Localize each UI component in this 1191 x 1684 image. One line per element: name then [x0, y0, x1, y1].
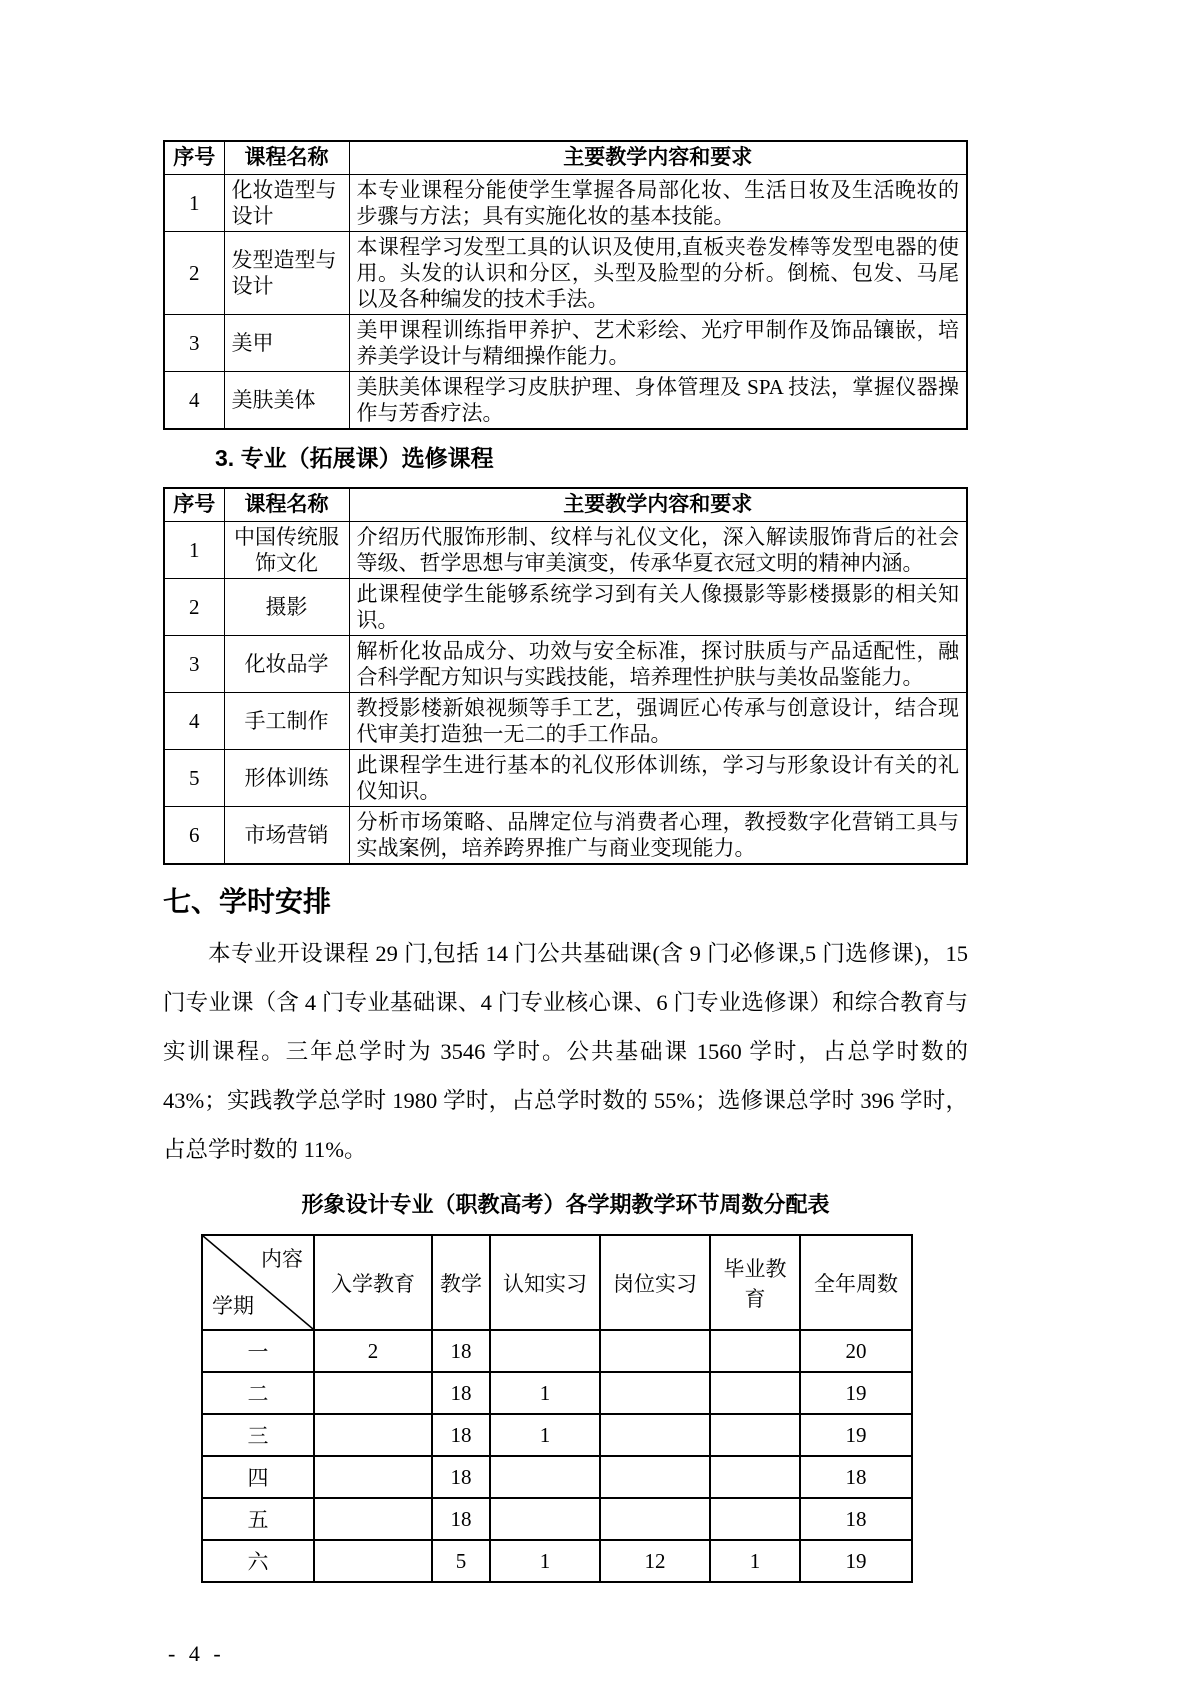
chapter-heading-hours: 七、学时安排 [163, 886, 332, 917]
cell-value [490, 1456, 600, 1498]
table-row [164, 232, 967, 315]
course-content: 本课程学习发型工具的认识及使用,直板夹卷发棒等发型电器的使用。头发的认识和分区，头型及脸型的分析。倒梳、包发、马尾以及各种编发的技术手法。 [349, 232, 967, 315]
cell-value [314, 1414, 432, 1456]
course-content: 介绍历代服饰形制、纹样与礼仪文化，深入解读服饰背后的社会等级、哲学思想与审美演变，传承华夏衣冠文明的精神内涵。 [349, 522, 967, 579]
schedule-header-row [202, 1235, 912, 1330]
header-course-content: 主要教学内容和要求 [349, 141, 967, 175]
course-content: 解析化妆品成分、功效与安全标准，探讨肤质与产品适配性，融合科学配方知识与实践技能，培养理性护肤与美妆品鉴能力。 [349, 636, 967, 693]
header-post-practice: 岗位实习 [600, 1235, 710, 1330]
cell-value: 18 [432, 1330, 490, 1372]
course-number: 5 [164, 750, 224, 807]
table-row [164, 175, 967, 232]
course-name: 手工制作 [224, 693, 349, 750]
course-number: 3 [164, 636, 224, 693]
table-row [164, 693, 967, 750]
cell-value [314, 1372, 432, 1414]
course-number: 2 [164, 232, 224, 315]
cell-value [490, 1330, 600, 1372]
course-name: 摄影 [224, 579, 349, 636]
course-number: 6 [164, 807, 224, 865]
course-name: 发型造型与设计 [224, 232, 349, 315]
schedule-table-title: 形象设计专业（职教高考）各学期教学环节周数分配表 [301, 1192, 830, 1217]
course-name: 美甲 [224, 315, 349, 372]
cell-value: 18 [432, 1414, 490, 1456]
header-total-weeks: 全年周数 [800, 1235, 912, 1330]
cell-value: 1 [490, 1414, 600, 1456]
cell-value [600, 1456, 710, 1498]
schedule-row [202, 1372, 912, 1414]
cell-value [600, 1498, 710, 1540]
cell-value [490, 1498, 600, 1540]
cell-value: 1 [710, 1540, 800, 1582]
header-teaching: 教学 [432, 1235, 490, 1330]
cell-value: 19 [800, 1414, 912, 1456]
header-course-name: 课程名称 [224, 141, 349, 175]
core-course-table [163, 140, 968, 430]
course-name: 市场营销 [224, 807, 349, 865]
course-number: 2 [164, 579, 224, 636]
semester-label: 五 [202, 1498, 314, 1540]
corner-label-content: 内容 [261, 1247, 303, 1271]
section-heading-elective-courses: 3. 专业（拓展课）选修课程 [215, 445, 494, 471]
course-content: 本专业课程分能使学生掌握各局部化妆、生活日妆及生活晚妆的步骤与方法；具有实施化妆的基本技能。 [349, 175, 967, 232]
cell-value [710, 1456, 800, 1498]
cell-value [600, 1414, 710, 1456]
course-name: 中国传统服饰文化 [224, 522, 349, 579]
table-row [164, 522, 967, 579]
schedule-row [202, 1414, 912, 1456]
cell-value: 1 [490, 1540, 600, 1582]
cell-value: 20 [800, 1330, 912, 1372]
cell-value: 18 [800, 1456, 912, 1498]
cell-value: 2 [314, 1330, 432, 1372]
header-enrollment-education: 入学教育 [314, 1235, 432, 1330]
cell-value: 19 [800, 1540, 912, 1582]
schedule-row [202, 1330, 912, 1372]
course-number: 4 [164, 372, 224, 430]
semester-label: 六 [202, 1540, 314, 1582]
course-number: 1 [164, 522, 224, 579]
elective-course-table [163, 487, 968, 865]
header-course-content: 主要教学内容和要求 [349, 488, 967, 522]
cell-value: 18 [432, 1498, 490, 1540]
course-number: 4 [164, 693, 224, 750]
cell-value: 12 [600, 1540, 710, 1582]
course-content: 美肤美体课程学习皮肤护理、身体管理及 SPA 技法，掌握仪器操作与芳香疗法。 [349, 372, 967, 430]
course-content: 教授影楼新娘视频等手工艺，强调匠心传承与创意设计，结合现代审美打造独一无二的手工作品。 [349, 693, 967, 750]
course-name: 美肤美体 [224, 372, 349, 430]
cell-value [314, 1540, 432, 1582]
cell-value [314, 1498, 432, 1540]
schedule-row [202, 1456, 912, 1498]
cell-value [314, 1456, 432, 1498]
header-course-name: 课程名称 [224, 488, 349, 522]
semester-label: 四 [202, 1456, 314, 1498]
table-header-row [164, 488, 967, 522]
cell-value: 1 [490, 1372, 600, 1414]
table-row [164, 636, 967, 693]
table-row [164, 579, 967, 636]
course-content: 美甲课程训练指甲养护、艺术彩绘、光疗甲制作及饰品镶嵌，培养美学设计与精细操作能力。 [349, 315, 967, 372]
header-seq-no: 序号 [164, 141, 224, 175]
document-page [163, 0, 968, 1667]
cell-value: 18 [432, 1372, 490, 1414]
header-cognition-practice: 认知实习 [490, 1235, 600, 1330]
schedule-table [201, 1234, 913, 1583]
table-row [164, 750, 967, 807]
course-name: 形体训练 [224, 750, 349, 807]
semester-label: 一 [202, 1330, 314, 1372]
table-row [164, 315, 967, 372]
cell-value: 19 [800, 1372, 912, 1414]
course-name: 化妆造型与设计 [224, 175, 349, 232]
course-number: 3 [164, 315, 224, 372]
cell-value [710, 1330, 800, 1372]
page-number: - 4 - [168, 1641, 225, 1666]
corner-header-cell [202, 1235, 314, 1330]
corner-label-semester: 学期 [212, 1294, 254, 1318]
semester-label: 二 [202, 1372, 314, 1414]
cell-value [600, 1330, 710, 1372]
course-number: 1 [164, 175, 224, 232]
header-graduation-education: 毕业教育 [710, 1235, 800, 1330]
table-row [164, 807, 967, 865]
cell-value [710, 1414, 800, 1456]
table-header-row [164, 141, 967, 175]
cell-value: 18 [432, 1456, 490, 1498]
semester-label: 三 [202, 1414, 314, 1456]
table-row [164, 372, 967, 430]
hours-paragraph: 本专业开设课程 29 门,包括 14 门公共基础课(含 9 门必修课,5 门选修课)，15 门专业课（含 4 门专业基础课、4 门专业核心课、6 门专业选修课）和综合教育与实训课程。三年总学时为 3546 学时。公共基础课 1560 学时，占总学时数的 43%；实践教学总学时 1980 学时，占总学时数的 55%；选修课总学时 396 学时，占总学时数的 11%。 [163, 941, 968, 1162]
schedule-row [202, 1498, 912, 1540]
course-name: 化妆品学 [224, 636, 349, 693]
schedule-row [202, 1540, 912, 1582]
cell-value [600, 1372, 710, 1414]
cell-value [710, 1372, 800, 1414]
cell-value [710, 1498, 800, 1540]
cell-value: 5 [432, 1540, 490, 1582]
course-content: 此课程使学生能够系统学习到有关人像摄影等影楼摄影的相关知识。 [349, 579, 967, 636]
course-content: 分析市场策略、品牌定位与消费者心理，教授数字化营销工具与实战案例，培养跨界推广与商业变现能力。 [349, 807, 967, 865]
cell-value: 18 [800, 1498, 912, 1540]
course-content: 此课程学生进行基本的礼仪形体训练，学习与形象设计有关的礼仪知识。 [349, 750, 967, 807]
header-seq-no: 序号 [164, 488, 224, 522]
